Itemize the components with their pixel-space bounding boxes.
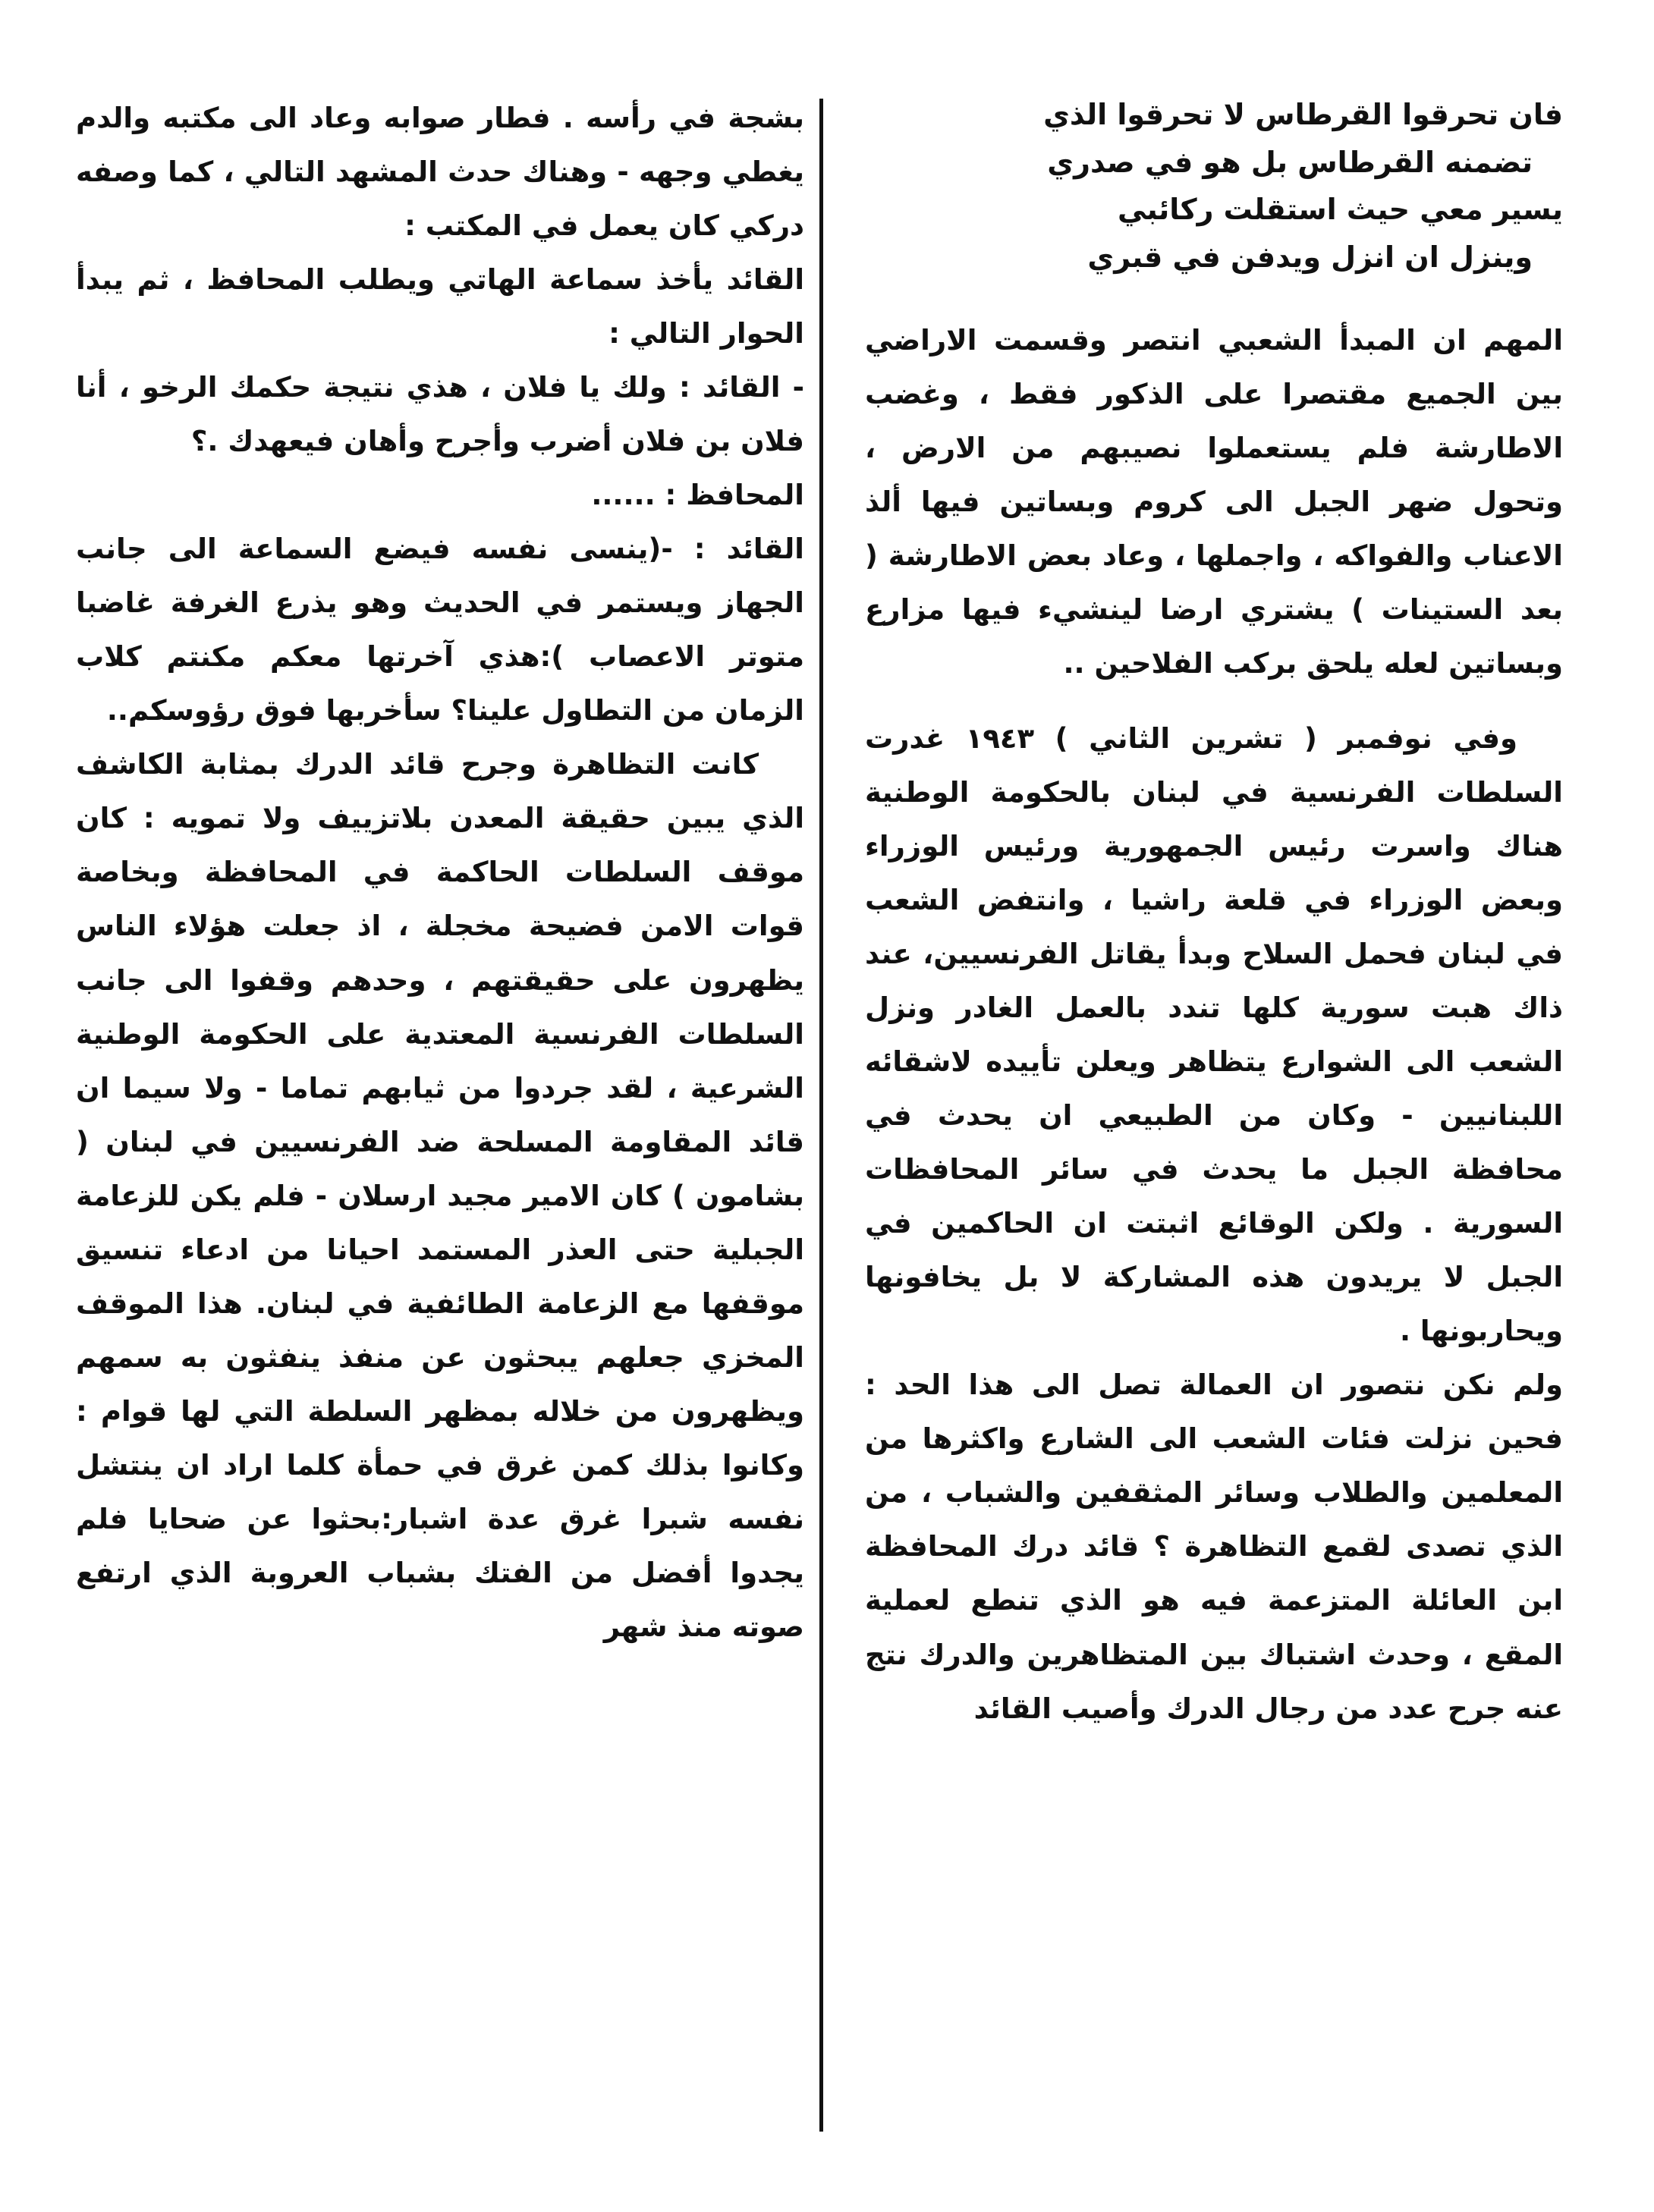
paragraph: المهم ان المبدأ الشعبي انتصر وقسمت الاراضي بين الجميع مقتصرا على الذكور فقط ، وغضب الاطارشة فلم يستعملوا نصيبهم من الارض ، وتحول ضهر الجبل الى كروم وبساتين فيها ألذ الاعناب والفواكه ، واجملها ، وعاد بعض الاطارشة ( بعد الستينات ) يشتري ارضا لينشيء فيها مزارع وبساتين لعله يلحق بركب الفلاحين .. [865, 323, 1563, 680]
paragraph: وفي نوفمبر ( تشرين الثاني ) ١٩٤٣ غدرت السلطات الفرنسية في لبنان بالحكومة الوطنية هناك واسرت رئيس الجمهورية ورئيس الوزراء وبعض الوزراء في قلعة راشيا ، وانتفض الشعب في لبنان فحمل السلاح وبدأ يقاتل الفرنسيين، عند ذاك هبت سورية كلها تندد بالعمل الغادر ونزل الشعب الى الشوارع يتظاهر ويعلن تأييده لاشقائه اللبنانيين - وكان من الطبيعي ان يحدث في محافظة الجبل ما يحدث في سائر المحافظات السورية . ولكن الوقائع اثبتت ان الحاكمين في الجبل لا يريدون هذه المشاركة لا بل يخافونها ويحاربونها . [865, 721, 1563, 1348]
paragraph: كانت التظاهرة وجرح قائد الدرك بمثابة الكاشف الذي يبين حقيقة المعدن بلاتزييف ولا تمويه : كان موقف السلطات الحاكمة في المحافظة وبخاصة قوات الامن فضيحة مخجلة ، اذ جعلت هؤلاء الناس يظهرون على حقيقتهم ، وحدهم وقفوا الى جانب السلطات الفرنسية المعتدية على الحكومة الوطنية الشرعية ، لقد جردوا من ثيابهم تماما - ولا سيما ان قائد المقاومة المسلحة ضد الفرنسيين في لبنان ( بشامون ) كان الامير مجيد ارسلان - فلم يكن للزعامة الجبلية حتى العذر المستمد احيانا من ادعاء تنسيق موقفها مع الزعامة الطائفية في لبنان. هذا الموقف المخزي جعلهم يبحثون عن منفذ ينفثون به سمهم ويظهرون من خلاله بمظهر السلطة التي لها قوام : وكانوا بذلك كمن غرق في حمأة كلما اراد ان ينتشل نفسه شبرا غرق عدة اشبار:بحثوا عن ضحايا فلم يجدوا أفضل من الفتك بشباب العروبة الذي ارتفع صوته منذ شهر [76, 748, 804, 1643]
paragraph: القائد يأخذ سماعة الهاتي ويطلب المحافظ ، ثم يبدأ الحوار التالي : [76, 263, 804, 350]
paragraph: المحافظ : ...... [591, 479, 804, 512]
poem-line: تضمنه القرطاس بل هو في صدري [1047, 145, 1533, 179]
paragraph: - القائد : ولك يا فلان ، هذي نتيجة حكمك الرخو ، أنا فلان بن فلان أضرب وأجرح وأهان فيعهدك .؟ [76, 371, 804, 458]
paragraph: ولم نكن نتصور ان العمالة تصل الى هذا الحد : فحين نزلت فئات الشعب الى الشارع واكثرها من المعلمين والطلاب وسائر المثقفين والشباب ، من الذي تصدى لقمع التظاهرة ؟ قائد درك المحافظة ابن العائلة المتزعمة فيه هو الذي تنطع لعملية المقع ، وحدث اشتباك بين المتظاهرين والدرك نتج عنه جرح عدد من رجال الدرك وأصيب القائد [865, 1368, 1563, 1725]
column-divider [819, 99, 823, 2132]
poem-stanza [865, 91, 1563, 281]
paragraph: القائد : -(ينسى نفسه فيضع السماعة الى جانب الجهاز ويستمر في الحديث وهو يذرع الغرفة غاضبا متوتر الاعصاب ):هذي آخرتها معكم مكنتم كلاب الزمان من التطاول علينا؟ سأخربها فوق رؤوسكم.. [76, 533, 804, 727]
right-column [865, 91, 1563, 1736]
poem-line: فان تحرقوا القرطاس لا تحرقوا الذي [1043, 98, 1563, 131]
poem-line: يسير معي حيث استقلت ركائبي [1117, 193, 1563, 227]
poem-line: وينزل ان انزل ويدفن في قبري [1087, 240, 1533, 275]
left-column [76, 91, 804, 1654]
paragraph: بشجة في رأسه . فطار صوابه وعاد الى مكتبه والدم يغطي وجهه - وهناك حدث المشهد التالي ، كما وصفه دركي كان يعمل في المكتب : [76, 102, 804, 243]
